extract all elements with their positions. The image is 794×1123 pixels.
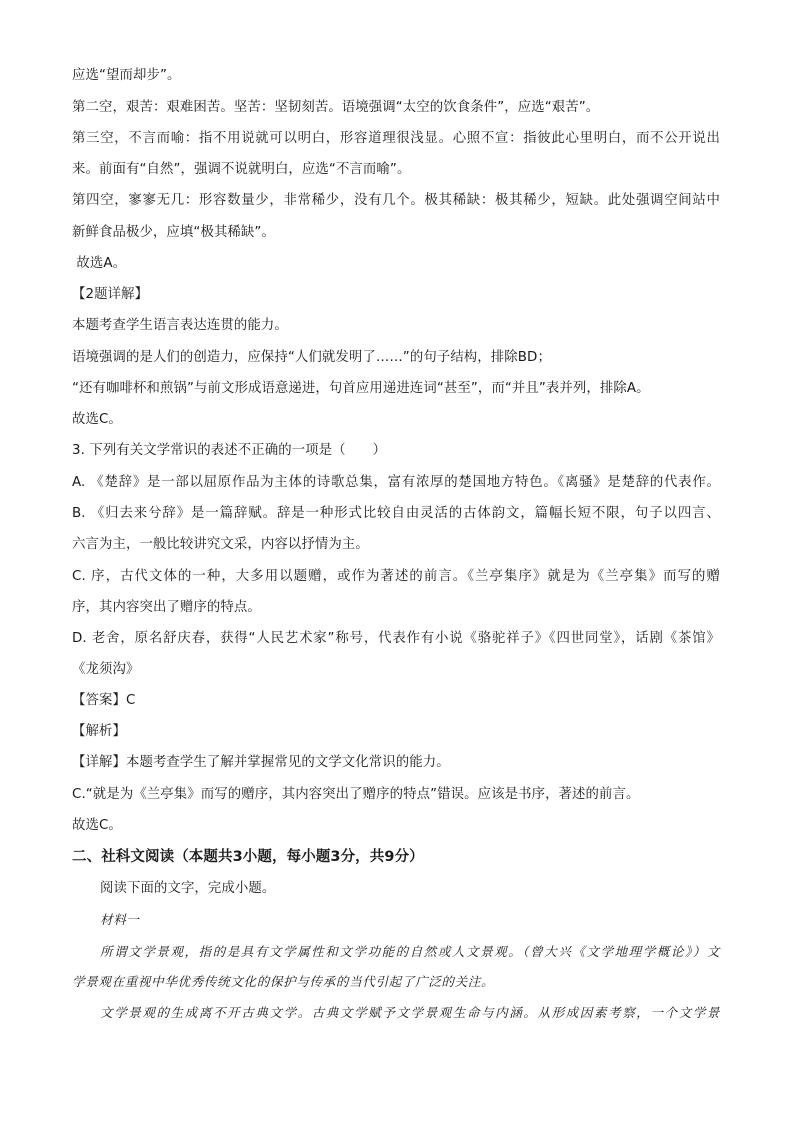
text-line: 来。前面有“自然”，强调不说就明白，应选“不言而喻”。 bbox=[72, 162, 411, 177]
text-line: 语境强调的是人们的创造力，应保持“人们就发明了……”的句子结构，排除BD； bbox=[72, 350, 551, 365]
text-line: “还有咖啡杯和煎锅”与前文形成语意递进，句首应用递进连词“甚至”，而“并且”表并列，排除A。 bbox=[72, 381, 650, 396]
text-line: 《龙须沟》 bbox=[72, 662, 140, 677]
text-line: 第三空，不言而喻：指不用说就可以明白，形容道理很浅显。心照不宣：指彼此心里明白，而不公开说出 bbox=[72, 131, 720, 146]
text-line: 新鲜食品极少，应填“极其稀缺”。 bbox=[72, 225, 275, 240]
section-heading: 【2题详解】 bbox=[72, 287, 149, 302]
answer-label: 【答案】C bbox=[72, 693, 136, 708]
text-line: 故选C。 bbox=[72, 818, 122, 833]
option-c: C. 序，古代文体的一种，大多用以题赠，或作为著述的前言。《兰亭集序》就是为《兰亭集》而写的赠 bbox=[72, 569, 720, 584]
text-line: 第四空，寥寥无几：形容数量少，非常稀少，没有几个。极其稀缺：极其稀少，短缺。此处强调空间站中 bbox=[72, 193, 720, 208]
option-a: A. 《楚辞》是一部以屈原作品为主体的诗歌总集，富有浓厚的楚国地方特色。《离骚》是楚辞的代表作。 bbox=[72, 475, 720, 490]
analysis-label: 【解析】 bbox=[72, 724, 126, 739]
option-b: B. 《归去来兮辞》是一篇辞赋。辞是一种形式比较自由灵活的古体韵文，篇幅长短不限，句子以四言、 bbox=[72, 506, 720, 521]
option-d: D. 老舍，原名舒庆春，获得“人民艺术家”称号，代表作有小说《骆驼祥子》《四世同堂》，话剧《茶馆》 bbox=[72, 631, 720, 646]
text-line: 故选A。 bbox=[72, 256, 127, 271]
text-line: 六言为主，一般比较讲究文采，内容以抒情为主。 bbox=[72, 537, 369, 552]
text-line: 序，其内容突出了赠序的特点。 bbox=[72, 600, 261, 615]
text-line: 【详解】本题考查学生了解并掌握常见的文学文化常识的能力。 bbox=[72, 755, 450, 770]
instruction-text: 阅读下面的文字，完成小题。 bbox=[100, 881, 276, 896]
text-line: C.“就是为《兰亭集》而写的赠序，其内容突出了赠序的特点”错误。应该是书序，著述的前言。 bbox=[72, 787, 640, 802]
text-line: 应选“望而却步”。 bbox=[72, 68, 181, 83]
material-heading: 材料一 bbox=[100, 912, 140, 927]
material-text: 所谓文学景观，指的是具有文学属性和文学功能的自然或人文景观。（曾大兴《文学地理学概论》）文 bbox=[100, 944, 720, 959]
text-line: 故选C。 bbox=[72, 412, 122, 427]
material-text: 文学景观的生成离不开古典文学。古典文学赋予文学景观生命与内涵。从形成因素考察，一个文学景 bbox=[100, 1005, 720, 1020]
section-title: 二、社科文阅读（本题共3小题，每小题3分，共9分） bbox=[72, 849, 424, 865]
text-line: 本题考查学生语言表达连贯的能力。 bbox=[72, 318, 288, 333]
text-line: 第二空，艰苦：艰难困苦。坚苦：坚韧刻苦。语境强调“太空的饮食条件”，应选“艰苦”。 bbox=[72, 100, 600, 115]
question-stem: 3. 下列有关文学常识的表述不正确的一项是（ ） bbox=[72, 443, 387, 458]
material-text: 学景观在重视中华优秀传统文化的保护与传承的当代引起了广泛的关注。 bbox=[72, 974, 495, 989]
